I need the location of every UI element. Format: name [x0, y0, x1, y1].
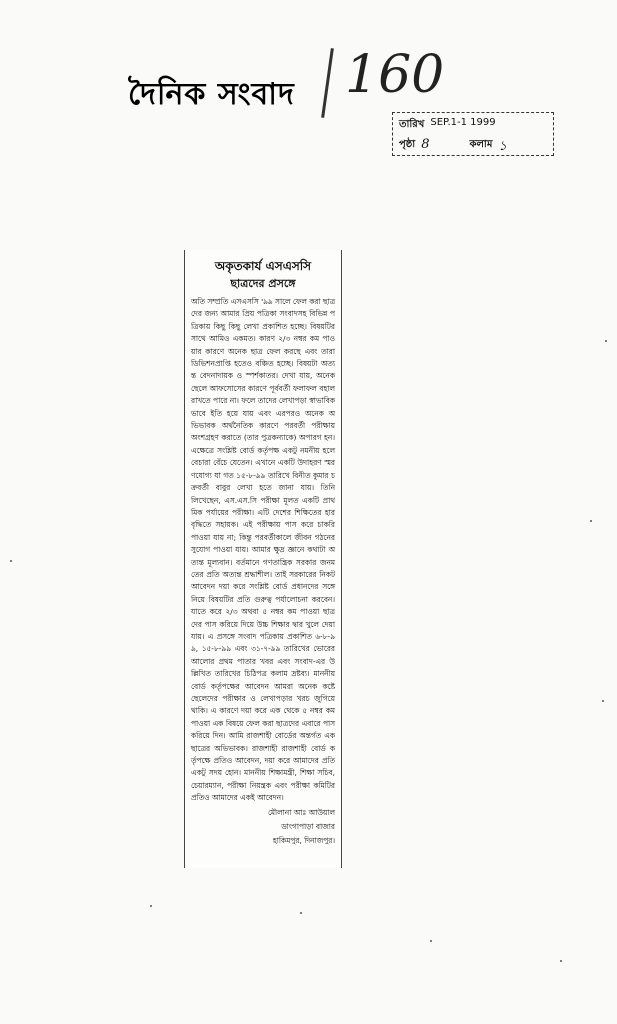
newspaper-masthead: দৈনিক সংবাদ [128, 77, 295, 112]
scan-speck [605, 340, 607, 342]
stamp-date-label: তারিখ [399, 119, 425, 130]
newspaper-clipping [184, 250, 342, 868]
clipping-title: অকৃতকার্য এসএসসি [214, 259, 312, 273]
stamp-column-value: ১ [498, 139, 507, 154]
scan-speck [602, 700, 604, 702]
stamp-page-label: পৃষ্ঠা [399, 139, 416, 150]
clipping-signature-district: হাকিমপুর, দিনাজপুর। [272, 835, 335, 845]
date-stamp [392, 112, 554, 156]
stamp-spacer [435, 137, 463, 158]
stamp-page-value: 8 [421, 137, 430, 152]
stamp-column-label: কলাম [469, 139, 493, 150]
scan-speck [560, 960, 562, 962]
stamp-page-row [399, 137, 507, 158]
handwritten-page-number: 160 [345, 45, 445, 105]
clipping-body: অতি সম্প্রতি এসএসসি '৯৯ সালে ফেল করা ছাত্রদের জন্য আমার প্রিয় পত্রিকা সংবাদসহ বিভিন্ন পত্রিকায় কিছু কিছু লেখা প্রকাশিত হচ্ছে। বিষয়টির সাথে আমিও একমত। কারণ ২/৩ নম্বর কম পাওয়ার কারণে অনেক ছাত্র ফেল করছে এবং তারা ডিভিশনপ্রাপ্তি হতেও বঞ্চিত হচ্ছে। বিষয়টা অত্যন্ত বেদনাদায়ক ও স্পর্শকাতর। দেখা যায়, অনেক ছেলে আফসোসের কারণে পূর্ববর্তী ফলাফল বহাল রাখতে পারে না। ফলে তাদের লেখাপড়া স্বাভাবিকভাবে ইতি হয়ে যায় এবং এরপরও অনেক অভিভাবক অর্থনৈতিক কারণে পরবর্তী পরীক্ষায় অংশগ্রহণ করাতে (তার পুত্রকন্যাকে) অপারগ হন। এক্ষেত্রে সংশ্লিষ্ট বোর্ড কর্তৃপক্ষ একটু নমনীয় হলে বেচারা বেঁচে যেতেন। এখানে একটি উদাহরণ স্মরণযোগ্য যা গত ১৫-৮-৯৯ তারিখে বিনীত কুমার চক্রবর্তী বাবুর লেখা হতে জানা যায়। তিনি লিখেছেন, এস.এস.সি পরীক্ষা মূলত একটি প্রাথমিক পর্যায়ের পরীক্ষা। এটি দেশের শিক্ষিতের হার বৃদ্ধিতে সহায়ক। এই পরীক্ষায় পাস করে চাকরি পাওয়া যায় না; কিন্তু পরবর্তীকালে জীবন গঠনের সুযোগ পাওয়া যায়। আমার ক্ষুদ্র জ্ঞানে কথাটা অত্যন্ত মূল্যবান। বর্তমানে গণতান্ত্রিক সরকার জনমতের প্রতি অত্যন্ত শ্রদ্ধাশীল। তাই সরকারের নিকট আবেদন দয়া করে সংশ্লিষ্ট বোর্ড প্রধানদের সঙ্গে নিয়ে বিষয়টির প্রতি গুরুত্ব পর্যালোচনা করবেন। যাতে করে ২/৩ অথবা ৫ নম্বর কম পাওয়া ছাত্রদের পাস করিয়ে দিয়ে উচ্চ শিক্ষার দ্বার খুলে দেয়া যায়। এ প্রসঙ্গে সংবাদ পত্রিকায় প্রকাশিত ৬-৮-৯৯, ১৫-৮-৯৯ এবং ৩১-৭-৯৯ তারিখের ভোরের আলোর প্রথম পাতার খবর এবং সংবাদ-এর উল্লিখিত তারিখের চিঠিপত্র কলাম দ্রষ্টব্য। মাননীয় বোর্ড কর্তৃপক্ষের আবেদন আমরা অনেক কষ্টে ছেলেদের পরীক্ষার ও লেখাপড়ার খরচ জুগিয়ে থাকি। এ কারণে দয়া করে এক থেকে ৫ নম্বর কম পাওয়া এক বিষয়ে ফেল করা ছাত্রদের এবারে পাস করিয়ে দিন। আমি রাজশাহী বোর্ডের অন্তর্গত এক ছাত্রের অভিভাবক। রাজশাহী রাজশাহী বোর্ড কর্তৃপক্ষে প্রতিও আবেদন, দয়া করে আমাদের প্রতি একটু সদয় হোন। মাননীয় শিক্ষামন্ত্রী, শিক্ষা সচিব, চেয়ারম্যান, পরীক্ষা নিয়ন্ত্রক এবং পরীক্ষা কমিটির প্রতিও আমাদের একই আবেদন। [191, 297, 338, 803]
clipping-subtitle: ছাত্রদের প্রসঙ্গে [230, 277, 296, 290]
scan-speck [430, 940, 432, 942]
handwritten-stroke [321, 48, 334, 118]
clipping-signature-name: মৌলানা আঃ আউয়াল [267, 807, 335, 817]
clipping-signature-address: ডাংগাপাড়া বাজার [281, 821, 335, 831]
scan-speck [590, 520, 592, 522]
scan-speck [10, 560, 12, 562]
stamp-date-value: SEP.1-1 1999 [430, 117, 496, 128]
scan-speck [150, 905, 152, 907]
stamp-date-row [399, 117, 496, 134]
scan-speck [300, 912, 302, 914]
